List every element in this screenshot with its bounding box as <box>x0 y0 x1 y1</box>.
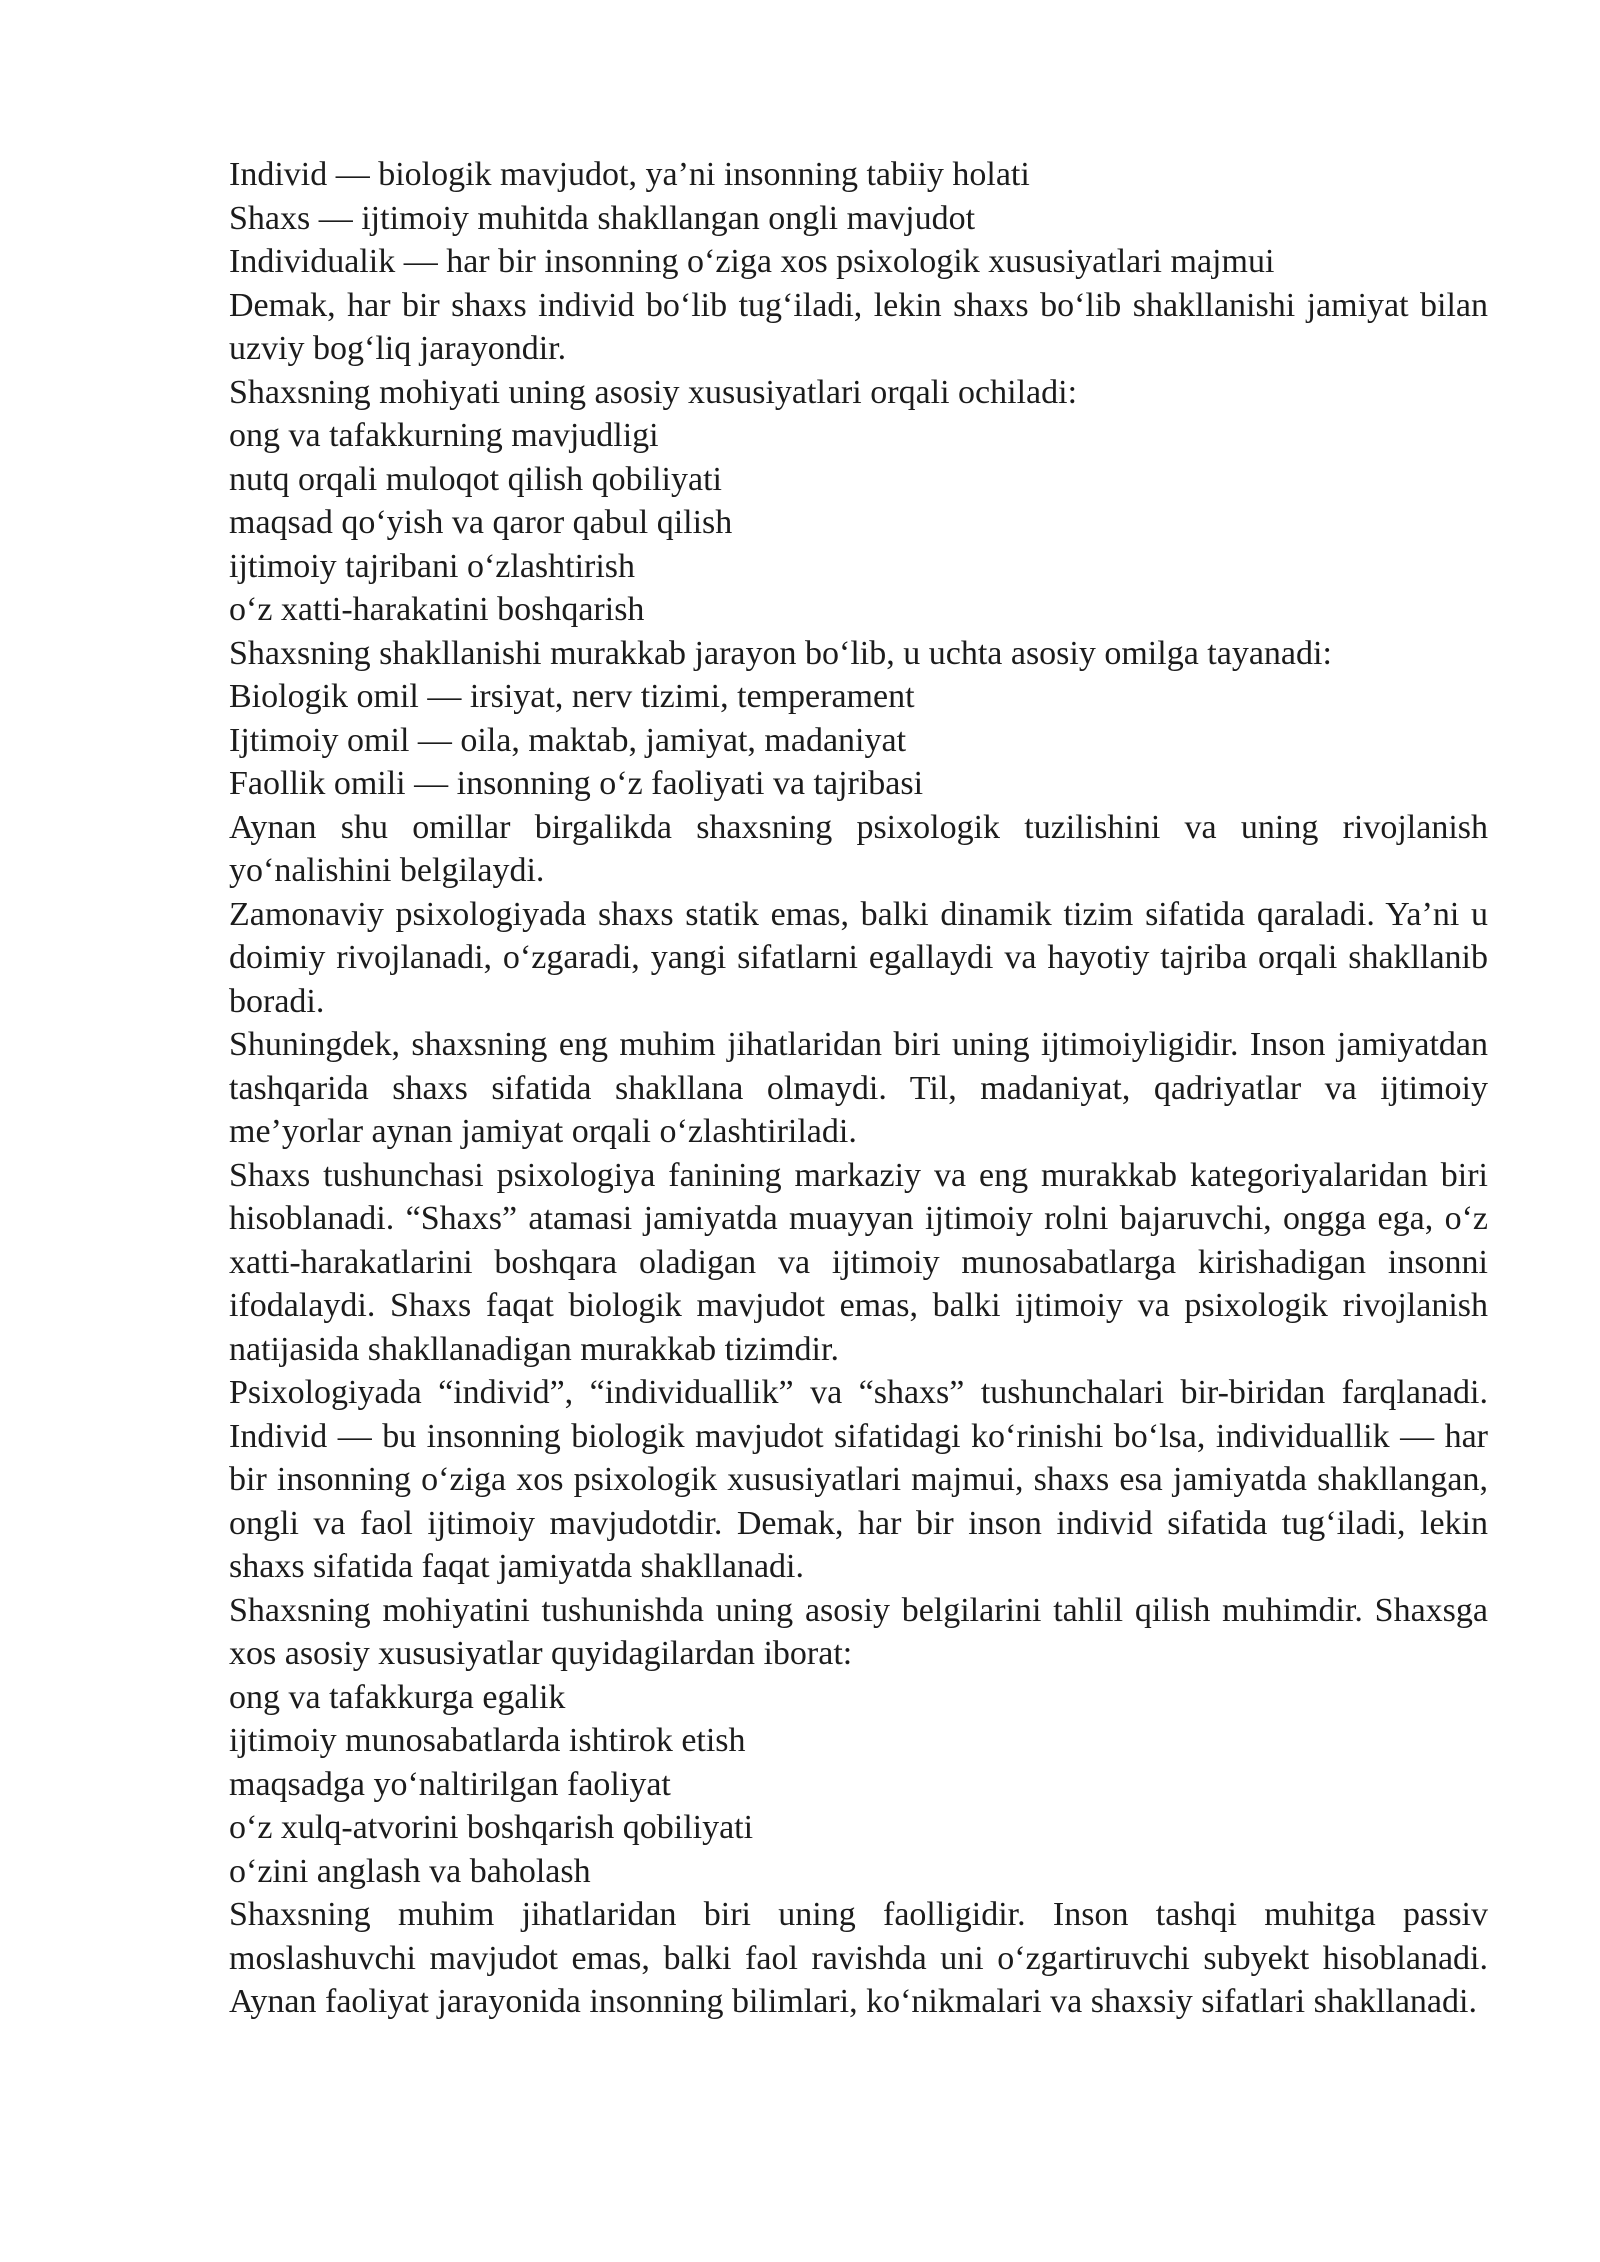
paragraph: Shaxsning muhim jihatlaridan biri uning faolligidir. Inson tashqi muhitga passiv moslashuvchi mavjudot emas, balki faol ravishda uni o‘zgartiruvchi subyekt hisoblanadi. Aynan faoliyat jarayonida insonning bilimlari, ko‘nikmalari va shaxsiy sifatlari shakllanadi. <box>229 1896 1488 2020</box>
list-item: ijtimoiy tajribani o‘zlashtirish <box>229 547 636 585</box>
list-item: Biologik omil — irsiyat, nerv tizimi, temperament <box>229 678 915 715</box>
list-item: ijtimoiy munosabatlarda ishtirok etish <box>229 1722 746 1759</box>
paragraph: Shuningdek, shaxsning eng muhim jihatlaridan biri uning ijtimoiyligidir. Inson jamiyatdan tashqarida shaxs sifatida shakllana olmaydi. Til, madaniyat, qadriyatlar va ijtimoiy me’yorlar aynan jamiyat orqali o‘zlashtiriladi. <box>229 1026 1488 1150</box>
list-item: maqsad qo‘yish va qaror qabul qilish <box>229 504 733 541</box>
document-body <box>229 153 1488 2024</box>
paragraph: Demak, har bir shaxs individ bo‘lib tug‘iladi, lekin shaxs bo‘lib shakllanishi jamiyat bilan uzviy bog‘liq jarayondir. <box>229 286 1488 367</box>
paragraph: Individ — biologik mavjudot, ya’ni insonning tabiiy holati <box>229 156 1030 193</box>
paragraph: Aynan shu omillar birgalikda shaxsning psixologik tuzilishini va uning rivojlanish yo‘nalishini belgilaydi. <box>229 808 1488 889</box>
list-item: ong va tafakkurga egalik <box>229 1678 566 1716</box>
paragraph: Psixologiyada “individ”, “individuallik” va “shaxs” tushunchalari bir-biridan farqlanadi. Individ — bu insonning biologik mavjudot sifatidagi ko‘rinishi bo‘lsa, individuallik — har bir insonning o‘ziga xos psixologik xususiyatlari majmui, shaxs esa jamiyatda shakllangan, ongli va faol ijtimoiy mavjudotdir. Demak, har bir inson individ sifatida tug‘iladi, lekin shaxs sifatida faqat jamiyatda shakllanadi. <box>229 1374 1488 1585</box>
paragraph: Shaxs — ijtimoiy muhitda shakllangan ongli mavjudot <box>229 199 976 237</box>
list-item: maqsadga yo‘naltirilgan faoliyat <box>229 1765 671 1803</box>
list-item: Ijtimoiy omil — oila, maktab, jamiyat, madaniyat <box>229 721 907 759</box>
paragraph: Shaxsning mohiyatini tushunishda uning asosiy belgilarini tahlil qilish muhimdir. Shaxsga xos asosiy xususiyatlar quyidagilardan iborat: <box>229 1591 1488 1672</box>
list-item: o‘z xulq-atvorini boshqarish qobiliyati <box>229 1809 754 1846</box>
paragraph: Zamonaviy psixologiyada shaxs statik emas, balki dinamik tizim sifatida qaraladi. Ya’ni u doimiy rivojlanadi, o‘zgaradi, yangi sifatlarni egallaydi va hayotiy tajriba orqali shakllanib boradi. <box>229 895 1488 1020</box>
paragraph: Shaxsning mohiyati uning asosiy xususiyatlari orqali ochiladi: <box>229 373 1078 411</box>
paragraph: Shaxs tushunchasi psixologiya fanining markaziy va eng murakkab kategoriyalaridan biri hisoblanadi. “Shaxs” atamasi jamiyatda muayyan ijtimoiy rolni bajaruvchi, ongga ega, o‘z xatti-harakatlarini boshqara oladigan va ijtimoiy munosabatlarga kirishadigan insonni ifodalaydi. Shaxs faqat biologik mavjudot emas, balki ijtimoiy va psixologik rivojlanish natijasida shakllanadigan murakkab tizimdir. <box>229 1156 1488 1368</box>
list-item: nutq orqali muloqot qilish qobiliyati <box>229 460 722 498</box>
list-item: ong va tafakkurning mavjudligi <box>229 417 659 454</box>
list-item: o‘z xatti-harakatini boshqarish <box>229 591 645 628</box>
paragraph: Individualik — har bir insonning o‘ziga xos psixologik xususiyatlari majmui <box>229 243 1275 280</box>
list-item: o‘zini anglash va baholash <box>229 1852 591 1890</box>
list-item: Faollik omili — insonning o‘z faoliyati va tajribasi <box>229 765 924 802</box>
paragraph: Shaxsning shakllanishi murakkab jarayon bo‘lib, u uchta asosiy omilga tayanadi: <box>229 634 1332 672</box>
